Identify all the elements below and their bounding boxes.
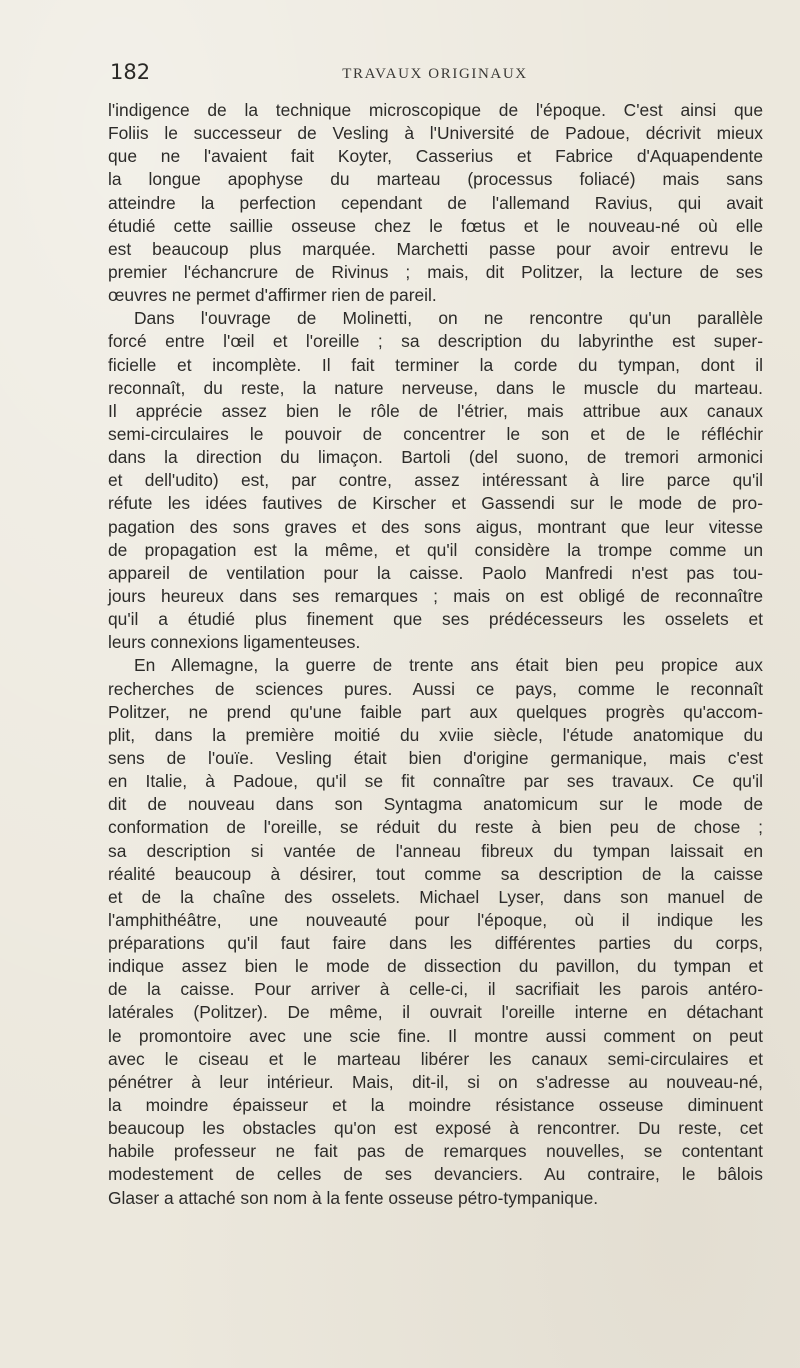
text-line: reconnaît, du reste, la nature nerveuse, dans le muscle du marteau.: [108, 377, 763, 398]
text-line: et dell'udito) est, par contre, assez intéressant à lire parce qu'il: [108, 470, 763, 491]
text-line: de la caisse. Pour arriver à celle-ci, il sacrifiait les parois antéro-: [108, 979, 763, 1000]
text-line: Glaser a attaché son nom à la fente osseuse pétro-tympanique.: [108, 1187, 599, 1208]
text-line: préparations qu'il faut faire dans les différentes parties du corps,: [108, 933, 763, 954]
text-line: Dans l'ouvrage de Molinetti, on ne rencontre qu'un parallèle: [134, 308, 763, 329]
text-line: de propagation est la même, et qu'il considère la trompe comme un: [108, 539, 763, 560]
text-line: En Allemagne, la guerre de trente ans était bien peu propice aux: [134, 655, 763, 676]
text-line: pénétrer à leur intérieur. Mais, dit-il, si on s'adresse au nouveau-né,: [108, 1071, 763, 1092]
text-line: dans la direction du limaçon. Bartoli (del suono, de tremori armonici: [108, 447, 763, 468]
text-line: semi-circulaires le pouvoir de concentrer le son et de le réfléchir: [108, 423, 763, 444]
text-line: œuvres ne permet d'affirmer rien de pareil.: [108, 285, 437, 306]
text-line: sa description si vantée de l'anneau fibreux du tympan laissait en: [108, 840, 763, 861]
text-line: la moindre épaisseur et la moindre résistance osseuse diminuent: [108, 1095, 763, 1116]
text-line: Foliis le successeur de Vesling à l'Université de Padoue, décrivit mieux: [108, 123, 763, 144]
text-line: plit, dans la première moitié du xviie siècle, l'étude anatomique du: [108, 724, 763, 745]
text-line: étudié cette saillie osseuse chez le fœtus et le nouveau-né où elle: [108, 215, 763, 236]
text-line: indique assez bien le mode de dissection du pavillon, du tympan et: [108, 956, 763, 977]
text-line: premier l'échancrure de Rivinus ; mais, dit Politzer, la lecture de ses: [108, 261, 763, 282]
text-line: recherches de sciences pures. Aussi ce pays, comme le reconnaît: [108, 678, 763, 699]
text-line: en Italie, à Padoue, qu'il se fit connaître par ses travaux. Ce qu'il: [108, 771, 763, 792]
text-line: atteindre la perfection cependant de l'allemand Ravius, qui avait: [108, 192, 763, 213]
text-line: leurs connexions ligamenteuses.: [108, 632, 361, 653]
text-line: que ne l'avaient fait Koyter, Casserius et Fabrice d'Aquapendente: [108, 146, 763, 167]
running-head: [110, 60, 760, 90]
text-line: sens de l'ouïe. Vesling était bien d'origine germanique, mais c'est: [108, 747, 763, 768]
text-line: pagation des sons graves et des sons aigus, montrant que leur vitesse: [108, 516, 763, 537]
text-line: réalité beaucoup à désirer, tout comme sa description de la caisse: [108, 863, 763, 884]
page-number: 182: [110, 60, 151, 84]
text-line: réfute les idées fautives de Kirscher et Gassendi sur le mode de pro-: [108, 493, 763, 514]
body-text: [108, 99, 763, 1210]
text-line: qu'il a étudié plus finement que ses prédécesseurs les osselets et: [108, 609, 763, 630]
text-line: est beaucoup plus marquée. Marchetti passe pour avoir entrevu le: [108, 238, 763, 259]
text-line: beaucoup les obstacles qu'on est exposé à rencontrer. Du reste, cet: [108, 1118, 763, 1139]
text-line: et de la chaîne des osselets. Michael Lyser, dans son manuel de: [108, 886, 763, 907]
running-title: TRAVAUX ORIGINAUX: [342, 66, 528, 82]
text-line: appareil de ventilation pour la caisse. Paolo Manfredi n'est pas tou-: [108, 562, 763, 583]
text-line: Politzer, ne prend qu'une faible part aux quelques progrès qu'accom-: [108, 701, 763, 722]
text-line: le promontoire avec une scie fine. Il montre aussi comment on peut: [108, 1025, 763, 1046]
text-line: avec le ciseau et le marteau libérer les canaux semi-circulaires et: [108, 1048, 763, 1069]
text-line: forcé entre l'œil et l'oreille ; sa description du labyrinthe est super-: [108, 331, 763, 352]
text-line: latérales (Politzer). De même, il ouvrait l'oreille interne en détachant: [108, 1002, 763, 1023]
text-line: conformation de l'oreille, se réduit du reste à bien peu de chose ;: [108, 817, 763, 838]
text-line: dit de nouveau dans son Syntagma anatomicum sur le mode de: [108, 794, 763, 815]
text-line: modestement de celles de ses devanciers. Au contraire, le bâlois: [108, 1164, 763, 1185]
text-line: habile professeur ne fait pas de remarques nouvelles, se contentant: [108, 1141, 763, 1162]
text-line: l'amphithéâtre, une nouveauté pour l'époque, où il indique les: [108, 909, 763, 930]
text-line: l'indigence de la technique microscopique de l'époque. C'est ainsi que: [108, 100, 763, 120]
text-line: Il apprécie assez bien le rôle de l'étrier, mais attribue aux canaux: [108, 400, 763, 421]
text-line: ficielle et incomplète. Il fait terminer la corde du tympan, dont il: [108, 354, 763, 375]
text-line: la longue apophyse du marteau (processus foliacé) mais sans: [108, 169, 763, 190]
text-line: jours heureux dans ses remarques ; mais on est obligé de reconnaître: [108, 585, 763, 606]
